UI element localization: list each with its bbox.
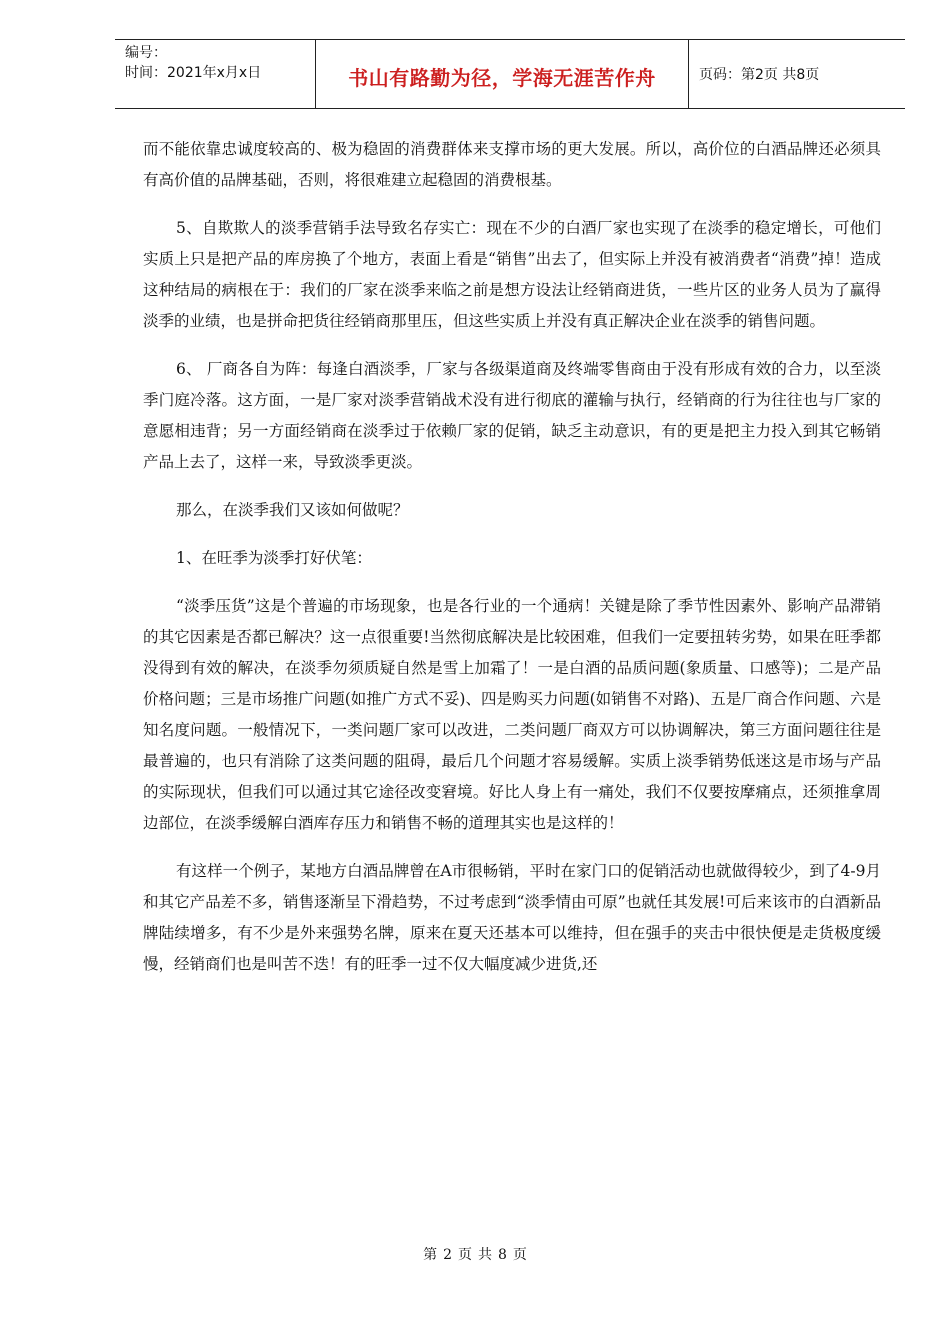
footer-suffix: 页 bbox=[512, 1247, 527, 1263]
header-slogan-cell bbox=[316, 40, 689, 108]
header-page-cell bbox=[689, 40, 905, 108]
paragraph-off-season-stock: “淡季压货”这是个普遍的市场现象，也是各行业的一个通病！关键是除了季节性因素外、影响产品滞销的其它因素是否都已解决？这一点很重要!当然彻底解决是比较困难，但我们一定要扭转劣势，如果在旺季都没得到有效的解决，在淡季勿须质疑自然是雪上加霜了！一是白酒的品质问题(象质量、口感等)；二是产品价格问题；三是市场推广问题(如推广方式不妥)、四是购买力问题(如销售不对路)、五是厂商合作问题、六是知名度问题。一般情况下，一类问题厂家可以改进，二类问题厂商双方可以协调解决，第三方面问题往往是最普遍的，也只有消除了这类问题的阻碍，最后几个问题才容易缓解。实质上淡季销势低迷这是市场与产品的实际现状，但我们可以通过其它途径改变窘境。好比人身上有一痛处，我们不仅要按摩痛点，还须推拿周边部位，在淡季缓解白酒库存压力和销售不畅的道理其实也是这样的！ bbox=[143, 597, 881, 832]
document-body bbox=[143, 134, 881, 997]
header-slogan: 书山有路勤为径，学海无涯苦作舟 bbox=[348, 66, 656, 90]
paragraph-question: 那么，在淡季我们又该如何做呢？ bbox=[176, 501, 409, 519]
page-header bbox=[115, 39, 905, 109]
document-number-label: 编号： bbox=[125, 45, 167, 61]
header-page-info: 页码：第2页 共8页 bbox=[699, 67, 820, 83]
document-time-label: 时间：2021年x月x日 bbox=[125, 65, 262, 81]
paragraph-continued: 而不能依靠忠诚度较高的、极为稳固的消费群体来支撑市场的更大发展。所以，高价位的白酒品牌还必须具有高价值的品牌基础，否则，将很难建立起稳固的消费根基。 bbox=[143, 140, 881, 189]
footer-prefix: 第 bbox=[423, 1247, 438, 1263]
paragraph-example: 有这样一个例子，某地方白酒品牌曾在A市很畅销，平时在家门口的促销活动也就做得较少，到了4-9月和其它产品差不多，销售逐渐呈下滑趋势，不过考虑到“淡季情由可原”也就任其发展!可后来该市的白酒新品牌陆续增多，有不少是外来强势名牌，原来在夏天还基本可以维持，但在强手的夹击中很快便是走货极度缓慢，经销商们也是叫苦不迭！有的旺季一过不仅大幅度减少进货,还 bbox=[143, 862, 881, 973]
paragraph-point-5: 5、自欺欺人的淡季营销手法导致名存实亡：现在不少的白酒厂家也实现了在淡季的稳定增长，可他们实质上只是把产品的库房换了个地方，表面上看是“销售”出去了，但实际上并没有被消费者“消费”掉！造成这种结局的病根在于：我们的厂家在淡季来临之前是想方设法让经销商进货，一些片区的业务人员为了赢得淡季的业绩，也是拼命把货往经销商那里压，但这些实质上并没有真正解决企业在淡季的销售问题。 bbox=[143, 219, 881, 330]
footer-current-page: 2 bbox=[443, 1247, 452, 1263]
paragraph-point-6: 6、 厂商各自为阵：每逢白酒淡季，厂家与各级渠道商及终端零售商由于没有形成有效的合力，以至淡季门庭冷落。这方面，一是厂家对淡季营销战术没有进行彻底的灌输与执行，经销商的行为往往也与厂家的意愿相违背；另一方面经销商在淡季过于依赖厂家的促销，缺乏主动意识，有的更是把主力投入到其它畅销产品上去了，这样一来，导致淡季更淡。 bbox=[143, 360, 881, 471]
page-footer bbox=[0, 1244, 950, 1264]
footer-total-word: 共 bbox=[478, 1247, 492, 1263]
paragraph-heading-1: 1、在旺季为淡季打好伏笔： bbox=[176, 549, 372, 567]
footer-total-pages: 8 bbox=[498, 1247, 507, 1263]
footer-page-word: 页 bbox=[458, 1247, 472, 1263]
header-meta-cell bbox=[115, 40, 316, 108]
